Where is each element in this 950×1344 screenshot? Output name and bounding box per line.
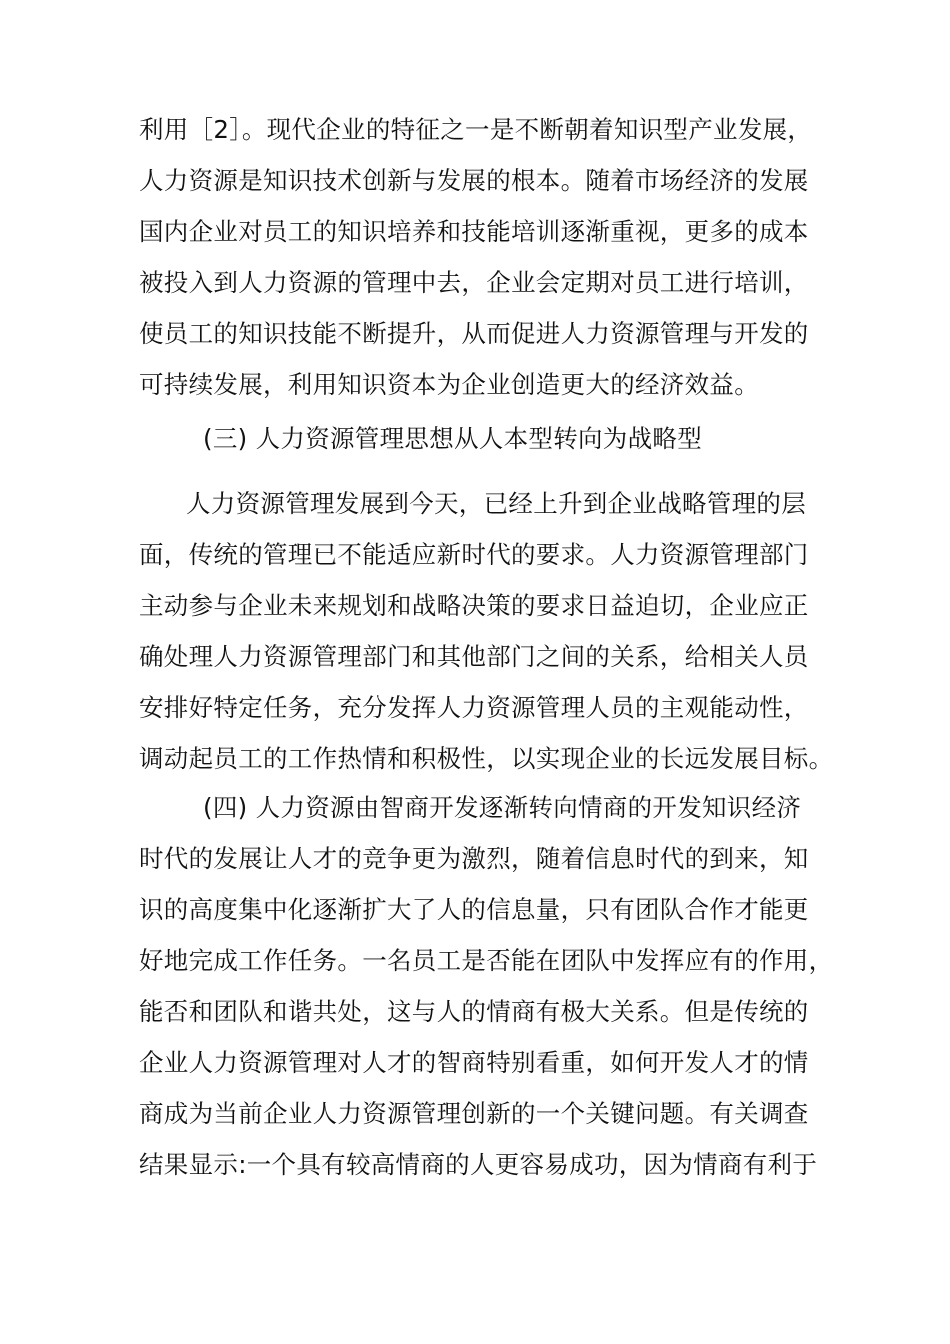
text-line-4: 被投入到人力资源的管理中去，企业会定期对员工进行培训， xyxy=(139,268,809,297)
text-line-3: 国内企业对员工的知识培养和技能培训逐渐重视，更多的成本 xyxy=(139,217,809,246)
text-line-12: 安排好特定任务，充分发挥人力资源管理人员的主观能动性， xyxy=(139,693,809,722)
text-line-21: 结果显示:一个具有较高情商的人更容易成功，因为情商有利于 xyxy=(139,1150,818,1179)
text-line-20: 商成为当前企业人力资源管理创新的一个关键问题。有关调查 xyxy=(139,1099,809,1128)
text-line-5: 使员工的知识技能不断提升，从而促进人力资源管理与开发的 xyxy=(139,319,809,348)
text-line-19: 企业人力资源管理对人才的智商特别看重，如何开发人才的情 xyxy=(139,1048,809,1077)
text-line-9: 面，传统的管理已不能适应新时代的要求。人力资源管理部门 xyxy=(139,540,809,569)
text-line-1: 利用［2］。现代企业的特征之一是不断朝着知识型产业发展， xyxy=(139,115,813,144)
text-line-17: 好地完成工作任务。一名员工是否能在团队中发挥应有的作用， xyxy=(139,946,834,975)
text-line-11: 确处理人力资源管理部门和其他部门之间的关系，给相关人员 xyxy=(139,642,809,671)
text-line-18: 能否和团队和谐共处，这与人的情商有极大关系。但是传统的 xyxy=(139,997,809,1026)
text-line-13: 调动起员工的工作热情和积极性，以实现企业的长远发展目标。 xyxy=(139,744,834,773)
text-line-2: 人力资源是知识技术创新与发展的根本。随着市场经济的发展 xyxy=(139,166,809,195)
text-line-16: 识的高度集中化逐渐扩大了人的信息量，只有团队合作才能更 xyxy=(139,895,809,924)
section-heading-3: (三) 人力资源管理思想从人本型转向为战略型 xyxy=(203,424,703,453)
text-line-15: 时代的发展让人才的竞争更为激烈，随着信息时代的到来，知 xyxy=(139,844,809,873)
text-line-10: 主动参与企业未来规划和战略决策的要求日益迫切，企业应正 xyxy=(139,591,809,620)
text-line-6: 可持续发展，利用知识资本为企业创造更大的经济效益。 xyxy=(139,370,759,399)
text-line-8: 人力资源管理发展到今天，已经上升到企业战略管理的层 xyxy=(186,489,806,518)
section-heading-4: (四) 人力资源由智商开发逐渐转向情商的开发知识经济 xyxy=(203,793,802,822)
